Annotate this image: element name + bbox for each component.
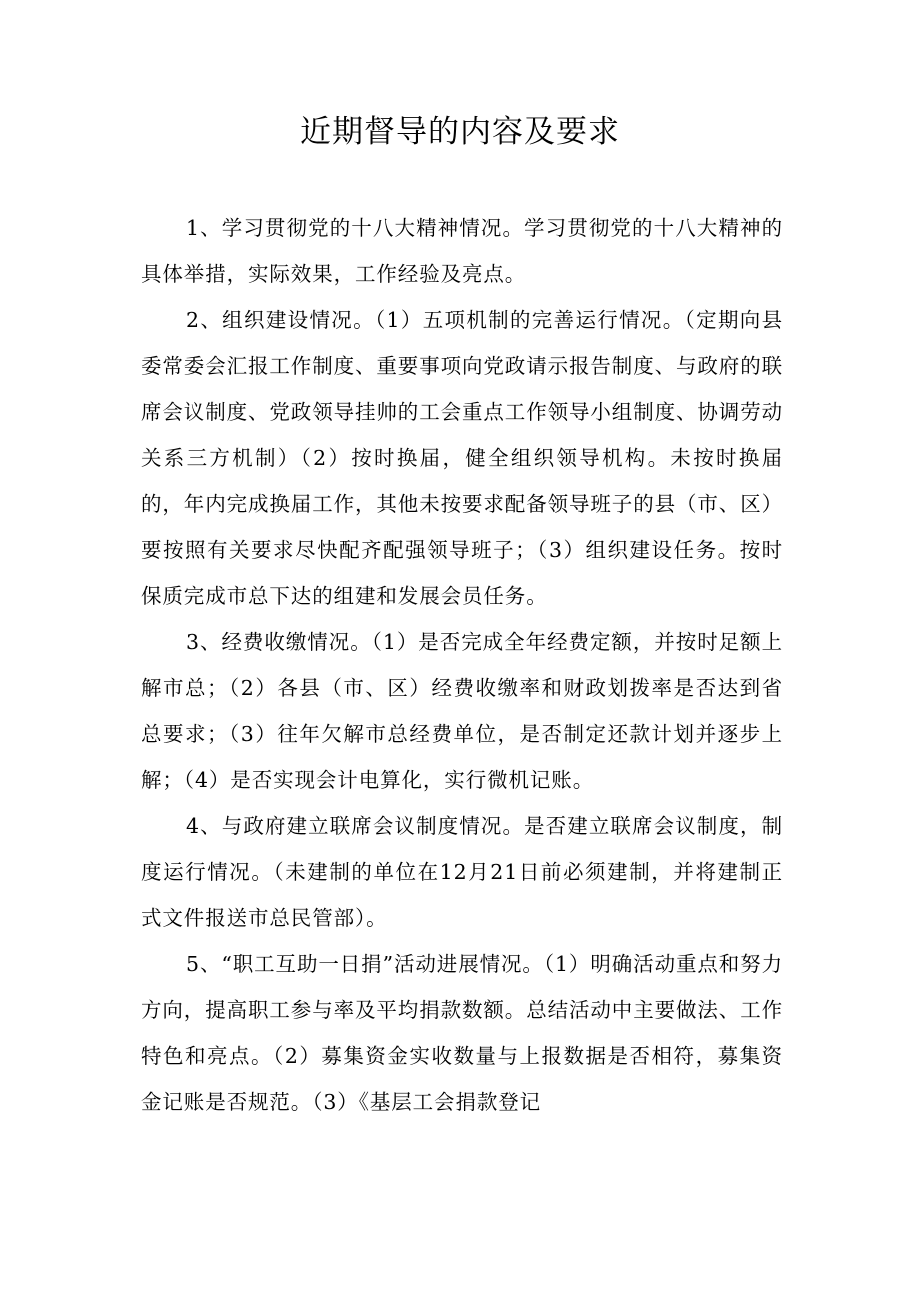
document-body — [141, 205, 783, 1125]
document-title: 近期督导的内容及要求 — [300, 114, 620, 150]
paragraph-3: 3、经费收缴情况。（1）是否完成全年经费定额，并按时足额上解市总；（2）各县（市、区）经费收缴率和财政划拨率是否达到省总要求；（3）往年欠解市总经费单位，是否制定还款计划并逐步上解；（4）是否实现会计电算化，实行微机记账。 — [141, 630, 783, 792]
paragraph-2: 2、组织建设情况。（1）五项机制的完善运行情况。（定期向县委常委会汇报工作制度、重要事项向党政请示报告制度、与政府的联席会议制度、党政领导挂帅的工会重点工作领导小组制度、协调劳动关系三方机制）（2）按时换届，健全组织领导机构。未按时换届的，年内完成换届工作，其他未按要求配备领导班子的县（市、区）要按照有关要求尽快配齐配强领导班子；（3）组织建设任务。按时保质完成市总下达的组建和发展会员任务。 — [141, 308, 783, 608]
paragraph-5: 5、“职工互助一日捐”活动进展情况。（1）明确活动重点和努力方向，提高职工参与率及平均捐款数额。总结活动中主要做法、工作特色和亮点。（2）募集资金实收数量与上报数据是否相符，募集资金记账是否规范。（3）《基层工会捐款登记 — [141, 952, 783, 1114]
paragraph-1: 1、学习贯彻党的十八大精神情况。学习贯彻党的十八大精神的具体举措，实际效果，工作经验及亮点。 — [141, 216, 783, 286]
paragraph-4: 4、与政府建立联席会议制度情况。是否建立联席会议制度，制度运行情况。（未建制的单位在12月21日前必须建制，并将建制正式文件报送市总民管部）。 — [141, 814, 783, 930]
